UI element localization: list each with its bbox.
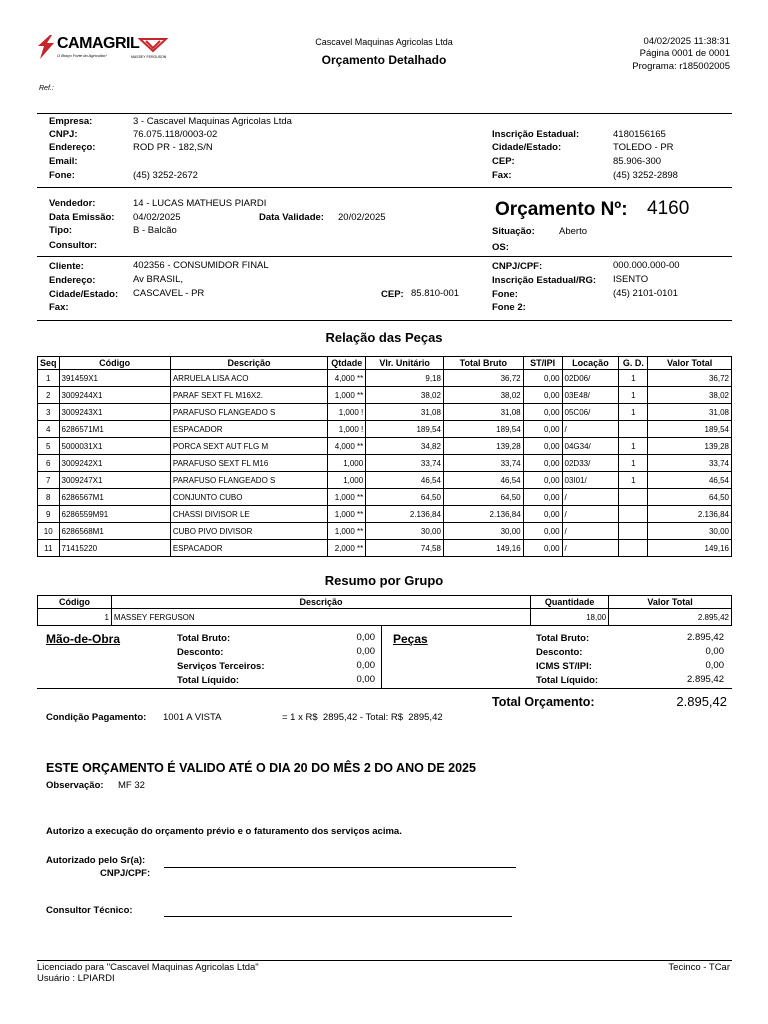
- pecas-qtdade: 1,000 **: [328, 523, 366, 540]
- pecas-locacao: /: [562, 540, 619, 557]
- pecas-total-bruto: 139,28: [443, 438, 523, 455]
- pecas-qtdade: 1,000 **: [328, 489, 366, 506]
- pecas-vlr-unitario: 46,54: [366, 472, 444, 489]
- pecas-gd: 1: [619, 455, 648, 472]
- cliente-cnpj-value: 000.000.000-00: [613, 260, 680, 271]
- autorizo-text: Autorizo a execução do orçamento prévio e o faturamento dos serviços acima.: [46, 826, 402, 837]
- col-header: Seq: [38, 357, 60, 370]
- pecas-descricao: PARAFUSO FLANGEADO S: [170, 404, 327, 421]
- pecas-codigo: 3009243X1: [59, 404, 170, 421]
- header-datetime: 04/02/2025 11:38:31: [643, 36, 730, 47]
- pecas-gd: 1: [619, 387, 648, 404]
- cliente-cep-value: 85.810-001: [411, 288, 460, 299]
- pecas-gd: [619, 506, 648, 523]
- empresa-label: Empresa:: [49, 116, 93, 127]
- pecas-total-bruto: 149,16: [443, 540, 523, 557]
- pecas-locacao: /: [562, 489, 619, 506]
- pecas-qtdade: 1,000: [328, 455, 366, 472]
- pecas-vlr-unitario: 74,58: [366, 540, 444, 557]
- fone-value: (45) 3252-2672: [133, 170, 198, 181]
- pecas-valor-total: 139,28: [648, 438, 732, 455]
- consultor-tecnico-label: Consultor Técnico:: [46, 905, 133, 916]
- pecas-descricao: CHASSI DIVISOR LE: [170, 506, 327, 523]
- resumo-section-title: Resumo por Grupo: [324, 573, 444, 588]
- pecas-valor-total: 31,08: [648, 404, 732, 421]
- pecas-vlr-unitario: 2.136,84: [366, 506, 444, 523]
- pecas-vlr-unitario: 30,00: [366, 523, 444, 540]
- cliente-cep-label: CEP:: [381, 289, 404, 300]
- pecas-liquido-value: 2.895,42: [687, 674, 724, 685]
- cliente-label: Cliente:: [49, 261, 84, 272]
- licenciado-text: Licenciado para "Cascavel Maquinas Agricolas Ltda": [37, 962, 259, 973]
- cep-label: CEP:: [492, 156, 515, 167]
- pecas-gd: [619, 523, 648, 540]
- pecas-total-bruto: 189,54: [443, 421, 523, 438]
- pecas-total-bruto: 38,02: [443, 387, 523, 404]
- pecas-valor-total: 189,54: [648, 421, 732, 438]
- tipo-value: B - Balcão: [133, 225, 177, 236]
- table-row: [38, 472, 732, 489]
- pecas-locacao: 03I01/: [562, 472, 619, 489]
- table-row: [38, 455, 732, 472]
- situacao-label: Situação:: [492, 226, 535, 237]
- mao-desconto-value: 0,00: [356, 646, 375, 657]
- condicao-pagamento-value: 1001 A VISTA: [163, 712, 222, 723]
- mao-terceiros-label: Serviços Terceiros:: [177, 661, 265, 672]
- cliente-fone-label: Fone:: [492, 289, 518, 300]
- vendedor-label: Vendedor:: [49, 198, 96, 209]
- pecas-gd: 1: [619, 472, 648, 489]
- mao-desconto-label: Desconto:: [177, 647, 224, 658]
- vendedor-value: 14 - LUCAS MATHEUS PIARDI: [133, 198, 267, 209]
- cliente-endereco-value: Av BRASIL,: [133, 274, 183, 285]
- validade-label: Data Validade:: [259, 212, 324, 223]
- pecas-codigo: 3009247X1: [59, 472, 170, 489]
- divider: [37, 113, 732, 114]
- resumo-valor-total: 2.895,42: [609, 609, 732, 626]
- pecas-locacao: 03E48/: [562, 387, 619, 404]
- table-row: [38, 404, 732, 421]
- endereco-value: ROD PR - 182,S/N: [133, 142, 213, 153]
- table-row: [38, 421, 732, 438]
- pecas-gd: [619, 540, 648, 557]
- cliente-fone-value: (45) 2101-0101: [613, 288, 678, 299]
- mao-liquido-value: 0,00: [356, 674, 375, 685]
- pecas-seq: 9: [38, 506, 60, 523]
- situacao-value: Aberto: [559, 226, 587, 237]
- orcamento-label: Orçamento Nº:: [495, 199, 628, 220]
- pecas-codigo: 71415220: [59, 540, 170, 557]
- cep-value: 85.906-300: [613, 156, 662, 167]
- pecas-total-bruto: 31,08: [443, 404, 523, 421]
- fax-label: Fax:: [492, 170, 512, 181]
- brand-name: CAMAGRIL: [57, 35, 140, 52]
- massey-brand-name: MASSEY FERGUSON: [131, 55, 167, 59]
- cidade-label: Cidade/Estado:: [492, 142, 562, 153]
- pecas-qtdade: 1,000 **: [328, 387, 366, 404]
- divider: [37, 960, 732, 961]
- pecas-vlr-unitario: 38,02: [366, 387, 444, 404]
- table-row: [38, 387, 732, 404]
- pecas-locacao: /: [562, 421, 619, 438]
- pecas-gd: 1: [619, 404, 648, 421]
- pecas-st-ipi: 0,00: [523, 404, 562, 421]
- pecas-st-ipi: 0,00: [523, 421, 562, 438]
- cliente-value: 402356 - CONSUMIDOR FINAL: [133, 260, 269, 271]
- pecas-icms-value: 0,00: [705, 660, 724, 671]
- cliente-endereco-label: Endereço:: [49, 275, 96, 286]
- fone-label: Fone:: [49, 170, 75, 181]
- pecas-st-ipi: 0,00: [523, 506, 562, 523]
- pecas-gd: 1: [619, 370, 648, 387]
- pecas-valor-total: 2.136,84: [648, 506, 732, 523]
- autorizado-cnpj-label: CNPJ/CPF:: [100, 868, 151, 879]
- ie-value: 4180156165: [613, 129, 666, 140]
- resumo-descricao: MASSEY FERGUSON: [111, 609, 530, 626]
- pecas-codigo: 6286559M91: [59, 506, 170, 523]
- pecas-label: Peças: [393, 632, 428, 646]
- pecas-table: [37, 356, 732, 557]
- pecas-vlr-unitario: 31,08: [366, 404, 444, 421]
- pecas-st-ipi: 0,00: [523, 438, 562, 455]
- table-row: [38, 489, 732, 506]
- col-header: Valor Total: [648, 357, 732, 370]
- pecas-st-ipi: 0,00: [523, 540, 562, 557]
- pecas-codigo: 3009242X1: [59, 455, 170, 472]
- fax-value: (45) 3252-2898: [613, 170, 678, 181]
- massey-triangle-icon: [138, 37, 168, 53]
- condicao-pagamento-label: Condição Pagamento:: [46, 712, 147, 723]
- col-header: Descrição: [170, 357, 327, 370]
- pecas-locacao: 02D06/: [562, 370, 619, 387]
- pecas-descricao: CONJUNTO CUBO: [170, 489, 327, 506]
- empresa-value: 3 - Cascavel Maquinas Agricolas Ltda: [133, 116, 292, 127]
- pecas-desconto-value: 0,00: [705, 646, 724, 657]
- pecas-total-bruto: 36,72: [443, 370, 523, 387]
- pecas-descricao: PARAFUSO SEXT FL M16: [170, 455, 327, 472]
- observacao-value: MF 32: [118, 780, 145, 791]
- cliente-cidade-label: Cidade/Estado:: [49, 289, 119, 300]
- pecas-codigo: 5000031X1: [59, 438, 170, 455]
- pecas-codigo: 3009244X1: [59, 387, 170, 404]
- table-row: [38, 370, 732, 387]
- pecas-descricao: ESPACADOR: [170, 421, 327, 438]
- pecas-bruto-value: 2.895,42: [687, 632, 724, 643]
- os-label: OS:: [492, 242, 509, 253]
- col-header: Total Bruto: [443, 357, 523, 370]
- signature-line-consultor: [164, 916, 512, 917]
- ie-label: Inscrição Estadual:: [492, 129, 580, 140]
- pecas-descricao: ARRUELA LISA ACO: [170, 370, 327, 387]
- cidade-value: TOLEDO - PR: [613, 142, 674, 153]
- pecas-codigo: 6286567M1: [59, 489, 170, 506]
- pecas-section-title: Relação das Peças: [325, 330, 443, 345]
- pecas-vlr-unitario: 9,18: [366, 370, 444, 387]
- table-row: [38, 523, 732, 540]
- resumo-codigo: 1: [38, 609, 112, 626]
- cliente-cidade-value: CASCAVEL - PR: [133, 288, 205, 299]
- emissao-label: Data Emissão:: [49, 212, 115, 223]
- pecas-valor-total: 36,72: [648, 370, 732, 387]
- pecas-qtdade: 2,000 **: [328, 540, 366, 557]
- col-header: ST/IPI: [523, 357, 562, 370]
- header-company: Cascavel Maquinas Agricolas Ltda: [315, 37, 453, 47]
- pecas-st-ipi: 0,00: [523, 370, 562, 387]
- pecas-descricao: PORCA SEXT AUT FLG M: [170, 438, 327, 455]
- col-header: Valor Total: [609, 596, 732, 609]
- pecas-seq: 2: [38, 387, 60, 404]
- validade-value: 20/02/2025: [338, 212, 386, 223]
- pecas-locacao: 04G34/: [562, 438, 619, 455]
- total-orcamento-label: Total Orçamento:: [492, 695, 595, 709]
- mao-bruto-value: 0,00: [356, 632, 375, 643]
- orcamento-number: 4160: [647, 198, 690, 219]
- header-program: Programa: r185002005: [632, 61, 730, 72]
- cnpj-label: CNPJ:: [49, 129, 78, 140]
- cliente-cnpj-label: CNPJ/CPF:: [492, 261, 543, 272]
- condicao-pagamento-detail: = 1 x R$ 2895,42 - Total: R$ 2895,42: [282, 712, 443, 723]
- pecas-st-ipi: 0,00: [523, 523, 562, 540]
- pecas-st-ipi: 0,00: [523, 472, 562, 489]
- pecas-vlr-unitario: 64,50: [366, 489, 444, 506]
- cliente-ie-value: ISENTO: [613, 274, 649, 285]
- software-name: Tecinco - TCar: [668, 962, 730, 973]
- divider: [37, 256, 732, 257]
- pecas-qtdade: 1,000 !: [328, 421, 366, 438]
- usuario-text: Usuário : LPIARDI: [37, 973, 115, 984]
- pecas-gd: [619, 489, 648, 506]
- validade-message: ESTE ORÇAMENTO É VALIDO ATÉ O DIA 20 DO MÊS 2 DO ANO DE 2025: [46, 761, 476, 775]
- pecas-vlr-unitario: 34,82: [366, 438, 444, 455]
- pecas-gd: 1: [619, 438, 648, 455]
- mao-de-obra-label: Mão-de-Obra: [46, 632, 121, 646]
- resumo-table: [37, 595, 732, 626]
- mao-liquido-label: Total Líquido:: [177, 675, 240, 686]
- observacao-label: Observação:: [46, 780, 104, 791]
- pecas-desconto-label: Desconto:: [536, 647, 583, 658]
- pecas-st-ipi: 0,00: [523, 455, 562, 472]
- pecas-qtdade: 1,000 !: [328, 404, 366, 421]
- divider: [37, 320, 732, 321]
- pecas-bruto-label: Total Bruto:: [536, 633, 590, 644]
- pecas-locacao: /: [562, 523, 619, 540]
- pecas-total-bruto: 46,54: [443, 472, 523, 489]
- pecas-valor-total: 30,00: [648, 523, 732, 540]
- cliente-fax-label: Fax:: [49, 302, 69, 313]
- col-header: Código: [59, 357, 170, 370]
- pecas-seq: 8: [38, 489, 60, 506]
- pecas-valor-total: 149,16: [648, 540, 732, 557]
- pecas-qtdade: 4,000 **: [328, 438, 366, 455]
- pecas-st-ipi: 0,00: [523, 387, 562, 404]
- pecas-header-row: [38, 357, 732, 370]
- emissao-value: 04/02/2025: [133, 212, 181, 223]
- resumo-header-row: [38, 596, 732, 609]
- pecas-valor-total: 33,74: [648, 455, 732, 472]
- pecas-vlr-unitario: 189,54: [366, 421, 444, 438]
- pecas-codigo: 391459X1: [59, 370, 170, 387]
- pecas-total-bruto: 30,00: [443, 523, 523, 540]
- page-title: Orçamento Detalhado: [321, 53, 447, 67]
- tipo-label: Tipo:: [49, 225, 73, 236]
- pecas-codigo: 6286568M1: [59, 523, 170, 540]
- pecas-locacao: /: [562, 506, 619, 523]
- pecas-liquido-label: Total Líquido:: [536, 675, 599, 686]
- pecas-qtdade: 1,000 **: [328, 506, 366, 523]
- pecas-codigo: 6286571M1: [59, 421, 170, 438]
- email-label: Email:: [49, 156, 78, 167]
- pecas-valor-total: 46,54: [648, 472, 732, 489]
- col-header: Descrição: [111, 596, 530, 609]
- pecas-valor-total: 64,50: [648, 489, 732, 506]
- col-header: Qtdade: [328, 357, 366, 370]
- pecas-qtdade: 4,000 **: [328, 370, 366, 387]
- signature-line-autorizado: [164, 867, 516, 868]
- autorizado-label: Autorizado pelo Sr(a):: [46, 855, 146, 866]
- pecas-descricao: PARAF SEXT FL M16X2.: [170, 387, 327, 404]
- pecas-total-bruto: 2.136,84: [443, 506, 523, 523]
- mao-bruto-label: Total Bruto:: [177, 633, 231, 644]
- table-row: [38, 540, 732, 557]
- pecas-icms-label: ICMS ST/IPI:: [536, 661, 592, 672]
- mao-terceiros-value: 0,00: [356, 660, 375, 671]
- cnpj-value: 76.075.118/0003-02: [133, 129, 218, 140]
- cliente-ie-label: Inscrição Estadual/RG:: [492, 275, 597, 286]
- table-row: [38, 506, 732, 523]
- divider: [37, 187, 732, 188]
- pecas-seq: 10: [38, 523, 60, 540]
- resumo-quantidade: 18,00: [531, 609, 609, 626]
- table-row: [38, 609, 732, 626]
- pecas-descricao: CUBO PIVO DIVISOR: [170, 523, 327, 540]
- pecas-vlr-unitario: 33,74: [366, 455, 444, 472]
- pecas-seq: 1: [38, 370, 60, 387]
- pecas-seq: 6: [38, 455, 60, 472]
- endereco-label: Endereço:: [49, 142, 96, 153]
- col-header: Quantidade: [531, 596, 609, 609]
- pecas-descricao: PARAFUSO FLANGEADO S: [170, 472, 327, 489]
- cliente-fone2-label: Fone 2:: [492, 302, 526, 313]
- pecas-st-ipi: 0,00: [523, 489, 562, 506]
- pecas-descricao: ESPACADOR: [170, 540, 327, 557]
- pecas-seq: 4: [38, 421, 60, 438]
- pecas-gd: [619, 421, 648, 438]
- header-page: Página 0001 de 0001: [639, 48, 730, 59]
- brand-slogan: O Braço Forte do Agricultor!: [57, 53, 107, 58]
- pecas-qtdade: 1,000: [328, 472, 366, 489]
- pecas-locacao: 05C06/: [562, 404, 619, 421]
- col-header: Código: [38, 596, 112, 609]
- pecas-total-bruto: 64,50: [443, 489, 523, 506]
- pecas-valor-total: 38,02: [648, 387, 732, 404]
- pecas-seq: 5: [38, 438, 60, 455]
- pecas-seq: 7: [38, 472, 60, 489]
- col-header: Locação: [562, 357, 619, 370]
- table-row: [38, 438, 732, 455]
- pecas-seq: 3: [38, 404, 60, 421]
- total-orcamento-value: 2.895,42: [676, 694, 727, 709]
- camagril-logo-icon: [36, 34, 56, 60]
- pecas-locacao: 02D33/: [562, 455, 619, 472]
- consultor-label: Consultor:: [49, 240, 98, 251]
- col-header: Vlr. Unitário: [366, 357, 444, 370]
- ref-label: Ref.:: [39, 85, 54, 92]
- pecas-seq: 11: [38, 540, 60, 557]
- col-header: G. D.: [619, 357, 648, 370]
- pecas-total-bruto: 33,74: [443, 455, 523, 472]
